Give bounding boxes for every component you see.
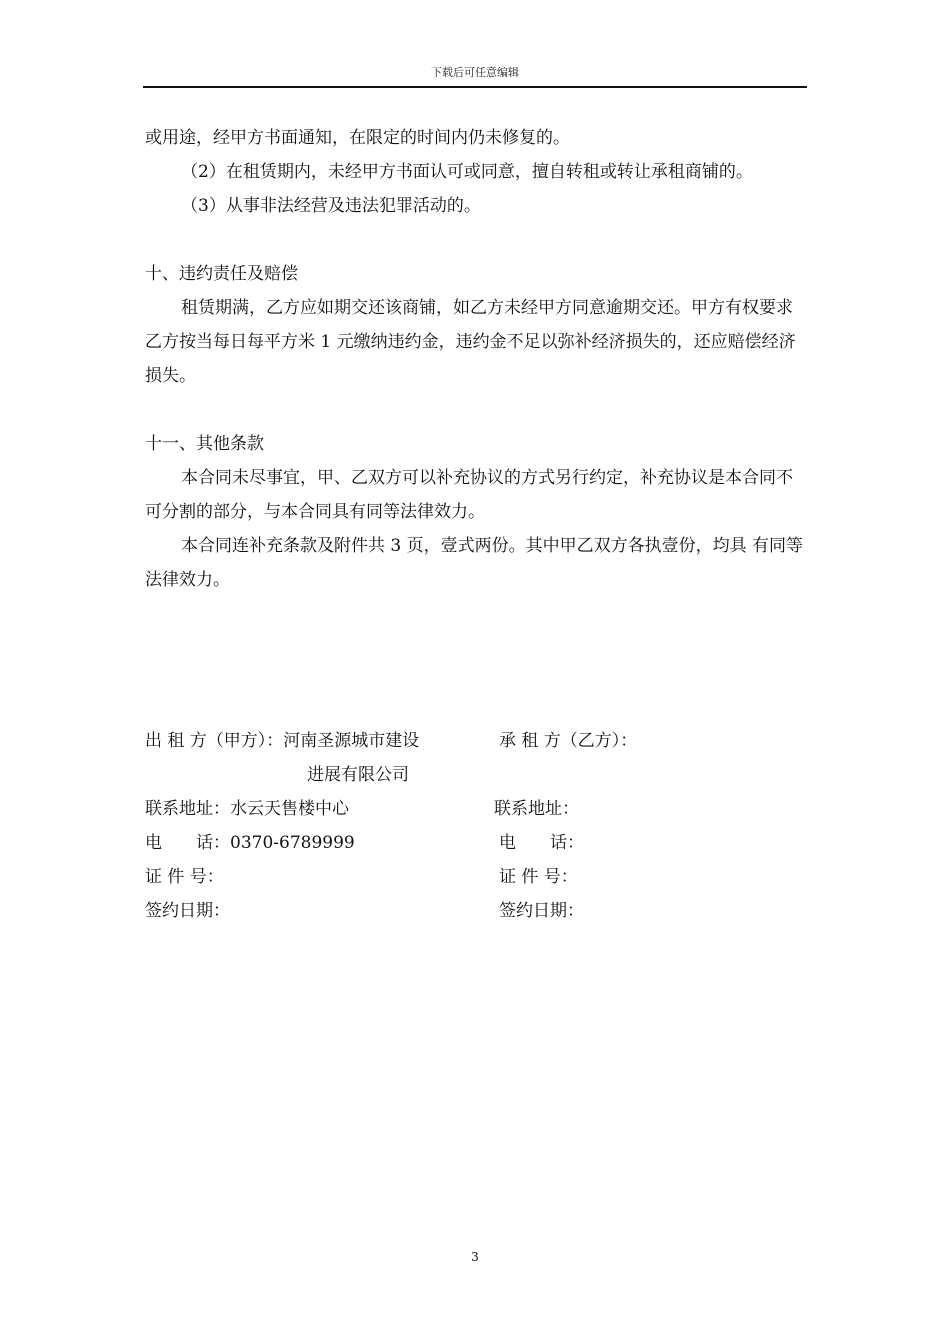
lessee-sign-date: 签约日期： (499, 901, 584, 921)
spacer (145, 223, 805, 257)
header-rule (143, 86, 807, 88)
lessor-phone: 电 话：0370-6789999 (145, 833, 355, 853)
section-heading-10: 十、违约责任及赔偿 (145, 264, 298, 284)
lessor-label-continued: 进展有限公司 (307, 765, 409, 785)
lessor-sign-date: 签约日期： (145, 901, 230, 921)
contract-body (145, 121, 805, 597)
section-heading-11: 十一、其他条款 (145, 434, 264, 454)
lessee-address: 联系地址： (494, 799, 579, 819)
section-10-text: 租赁期满，乙方应如期交还该商铺，如乙方未经甲方同意逾期交还。甲方有权要求乙方按当每日每平方米 1 元缴纳违约金，违约金不足以弥补经济损失的，还应赔偿经济损失。 (145, 298, 796, 386)
section-11-text-2: 本合同连补充条款及附件共 3 页，壹式两份。其中甲乙双方各执壹份，均具 有同等法律效力。 (145, 536, 804, 590)
page-header: 下载后可任意编辑 (431, 66, 519, 79)
clause-3: （3）从事非法经营及违法犯罪活动的。 (181, 196, 481, 216)
lessor-address: 联系地址：水云天售楼中心 (145, 799, 349, 819)
clause-2: （2）在租赁期内，未经甲方书面认可或同意，擅自转租或转让承租商铺的。 (181, 162, 753, 182)
lessee-phone: 电 话： (499, 833, 584, 853)
lessee-label: 承 租 方（乙方）： (499, 731, 638, 751)
section-11-text-1: 本合同未尽事宜，甲、乙双方可以补充协议的方式另行约定，补充协议是本合同不可分割的部分，与本合同具有同等法律效力。 (145, 468, 793, 522)
lessee-id-number: 证 件 号： (499, 867, 578, 887)
spacer (145, 393, 805, 427)
signature-block (145, 724, 805, 928)
page-number: 3 (471, 1250, 479, 1264)
paragraph-continued: 或用途，经甲方书面通知，在限定的时间内仍未修复的。 (145, 128, 570, 148)
lessor-label: 出 租 方（甲方）：河南圣源城市建设 (145, 731, 420, 751)
lessor-id-number: 证 件 号： (145, 867, 224, 887)
